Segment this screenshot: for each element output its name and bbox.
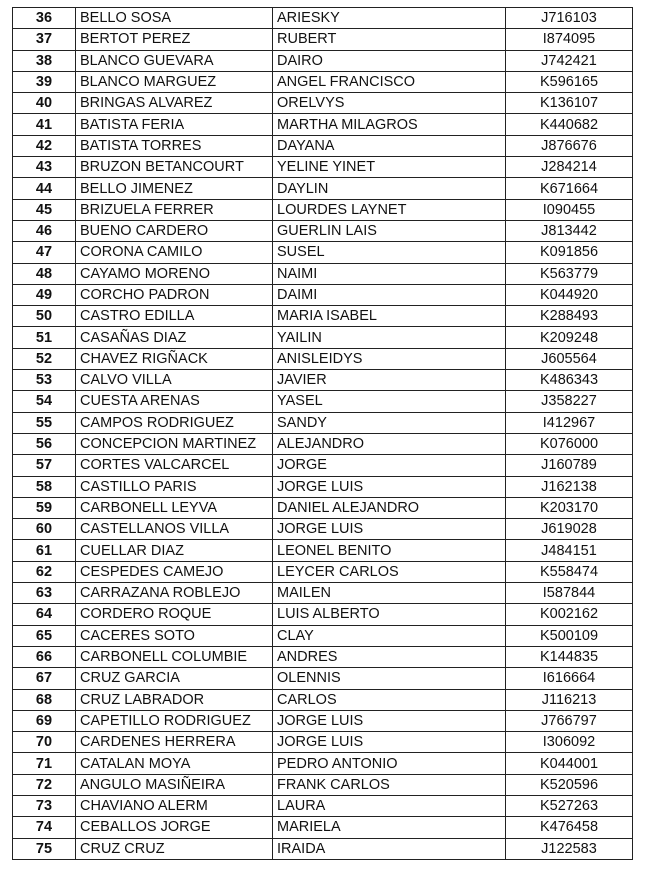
document-id-cell: K209248 — [506, 327, 633, 348]
row-number-cell: 61 — [13, 540, 76, 561]
table-row — [13, 753, 633, 774]
table-row — [13, 795, 633, 816]
document-id-cell: K520596 — [506, 774, 633, 795]
document-id-cell: I587844 — [506, 583, 633, 604]
table-row — [13, 157, 633, 178]
roster-table-body — [13, 8, 633, 860]
document-id-cell: K288493 — [506, 306, 633, 327]
surname-cell: BUENO CARDERO — [76, 220, 273, 241]
surname-cell: CHAVEZ RIGÑACK — [76, 348, 273, 369]
document-id-cell: K476458 — [506, 817, 633, 838]
table-row — [13, 476, 633, 497]
surname-cell: CRUZ GARCIA — [76, 668, 273, 689]
table-row — [13, 29, 633, 50]
surname-cell: CONCEPCION MARTINEZ — [76, 433, 273, 454]
document-id-cell: J605564 — [506, 348, 633, 369]
document-id-cell: J716103 — [506, 8, 633, 29]
given-name-cell: CLAY — [273, 625, 506, 646]
document-id-cell: J122583 — [506, 838, 633, 859]
row-number-cell: 69 — [13, 710, 76, 731]
given-name-cell: DAYLIN — [273, 178, 506, 199]
row-number-cell: 73 — [13, 795, 76, 816]
row-number-cell: 58 — [13, 476, 76, 497]
given-name-cell: JORGE LUIS — [273, 732, 506, 753]
row-number-cell: 36 — [13, 8, 76, 29]
surname-cell: CAYAMO MORENO — [76, 263, 273, 284]
given-name-cell: JORGE — [273, 455, 506, 476]
row-number-cell: 40 — [13, 93, 76, 114]
table-row — [13, 306, 633, 327]
given-name-cell: JAVIER — [273, 370, 506, 391]
surname-cell: CAMPOS RODRIGUEZ — [76, 412, 273, 433]
surname-cell: CESPEDES CAMEJO — [76, 561, 273, 582]
surname-cell: CHAVIANO ALERM — [76, 795, 273, 816]
document-id-cell: K440682 — [506, 114, 633, 135]
surname-cell: CATALAN MOYA — [76, 753, 273, 774]
given-name-cell: CARLOS — [273, 689, 506, 710]
surname-cell: BATISTA TORRES — [76, 135, 273, 156]
table-row — [13, 817, 633, 838]
row-number-cell: 63 — [13, 583, 76, 604]
surname-cell: BELLO JIMENEZ — [76, 178, 273, 199]
row-number-cell: 75 — [13, 838, 76, 859]
given-name-cell: SUSEL — [273, 242, 506, 263]
given-name-cell: MARIA ISABEL — [273, 306, 506, 327]
row-number-cell: 46 — [13, 220, 76, 241]
table-row — [13, 583, 633, 604]
document-id-cell: J876676 — [506, 135, 633, 156]
row-number-cell: 59 — [13, 497, 76, 518]
table-row — [13, 263, 633, 284]
given-name-cell: IRAIDA — [273, 838, 506, 859]
given-name-cell: MARTHA MILAGROS — [273, 114, 506, 135]
roster-table — [12, 7, 633, 860]
document-id-cell: K002162 — [506, 604, 633, 625]
document-id-cell: I306092 — [506, 732, 633, 753]
document-id-cell: K500109 — [506, 625, 633, 646]
surname-cell: BELLO SOSA — [76, 8, 273, 29]
table-row — [13, 370, 633, 391]
given-name-cell: LAURA — [273, 795, 506, 816]
document-id-cell: J766797 — [506, 710, 633, 731]
surname-cell: CEBALLOS JORGE — [76, 817, 273, 838]
document-id-cell: I090455 — [506, 199, 633, 220]
table-row — [13, 497, 633, 518]
surname-cell: CARBONELL COLUMBIE — [76, 646, 273, 667]
given-name-cell: ALEJANDRO — [273, 433, 506, 454]
table-row — [13, 50, 633, 71]
document-id-cell: K144835 — [506, 646, 633, 667]
row-number-cell: 57 — [13, 455, 76, 476]
given-name-cell: NAIMI — [273, 263, 506, 284]
given-name-cell: FRANK CARLOS — [273, 774, 506, 795]
table-row — [13, 220, 633, 241]
surname-cell: CARDENES HERRERA — [76, 732, 273, 753]
document-id-cell: I616664 — [506, 668, 633, 689]
document-id-cell: K558474 — [506, 561, 633, 582]
row-number-cell: 44 — [13, 178, 76, 199]
document-id-cell: K596165 — [506, 71, 633, 92]
table-row — [13, 348, 633, 369]
given-name-cell: JORGE LUIS — [273, 519, 506, 540]
table-row — [13, 327, 633, 348]
surname-cell: ANGULO MASIÑEIRA — [76, 774, 273, 795]
surname-cell: CORTES VALCARCEL — [76, 455, 273, 476]
table-row — [13, 412, 633, 433]
surname-cell: CARRAZANA ROBLEJO — [76, 583, 273, 604]
surname-cell: BRIZUELA FERRER — [76, 199, 273, 220]
document-id-cell: K136107 — [506, 93, 633, 114]
given-name-cell: MAILEN — [273, 583, 506, 604]
document-id-cell: K044001 — [506, 753, 633, 774]
document-id-cell: J484151 — [506, 540, 633, 561]
document-id-cell: I874095 — [506, 29, 633, 50]
document-id-cell: J162138 — [506, 476, 633, 497]
row-number-cell: 62 — [13, 561, 76, 582]
row-number-cell: 53 — [13, 370, 76, 391]
given-name-cell: MARIELA — [273, 817, 506, 838]
given-name-cell: ORELVYS — [273, 93, 506, 114]
document-id-cell: J116213 — [506, 689, 633, 710]
given-name-cell: PEDRO ANTONIO — [273, 753, 506, 774]
surname-cell: CARBONELL LEYVA — [76, 497, 273, 518]
table-row — [13, 433, 633, 454]
surname-cell: BATISTA FERIA — [76, 114, 273, 135]
document-id-cell: K203170 — [506, 497, 633, 518]
table-row — [13, 135, 633, 156]
document-id-cell: J742421 — [506, 50, 633, 71]
table-row — [13, 178, 633, 199]
given-name-cell: ARIESKY — [273, 8, 506, 29]
row-number-cell: 43 — [13, 157, 76, 178]
table-row — [13, 540, 633, 561]
document-id-cell: K076000 — [506, 433, 633, 454]
table-row — [13, 284, 633, 305]
given-name-cell: OLENNIS — [273, 668, 506, 689]
table-row — [13, 71, 633, 92]
surname-cell: CASTILLO PARIS — [76, 476, 273, 497]
given-name-cell: LOURDES LAYNET — [273, 199, 506, 220]
given-name-cell: RUBERT — [273, 29, 506, 50]
surname-cell: CAPETILLO RODRIGUEZ — [76, 710, 273, 731]
surname-cell: BRINGAS ALVAREZ — [76, 93, 273, 114]
given-name-cell: GUERLIN LAIS — [273, 220, 506, 241]
table-row — [13, 774, 633, 795]
table-row — [13, 689, 633, 710]
table-row — [13, 199, 633, 220]
row-number-cell: 74 — [13, 817, 76, 838]
row-number-cell: 38 — [13, 50, 76, 71]
row-number-cell: 45 — [13, 199, 76, 220]
given-name-cell: LEONEL BENITO — [273, 540, 506, 561]
surname-cell: CACERES SOTO — [76, 625, 273, 646]
row-number-cell: 72 — [13, 774, 76, 795]
surname-cell: CUESTA ARENAS — [76, 391, 273, 412]
given-name-cell: LEYCER CARLOS — [273, 561, 506, 582]
row-number-cell: 56 — [13, 433, 76, 454]
table-row — [13, 8, 633, 29]
document-id-cell: K563779 — [506, 263, 633, 284]
given-name-cell: DAIMI — [273, 284, 506, 305]
surname-cell: BRUZON BETANCOURT — [76, 157, 273, 178]
row-number-cell: 39 — [13, 71, 76, 92]
row-number-cell: 55 — [13, 412, 76, 433]
table-row — [13, 668, 633, 689]
surname-cell: CORCHO PADRON — [76, 284, 273, 305]
table-row — [13, 391, 633, 412]
given-name-cell: ANDRES — [273, 646, 506, 667]
row-number-cell: 42 — [13, 135, 76, 156]
surname-cell: CUELLAR DIAZ — [76, 540, 273, 561]
surname-cell: BLANCO GUEVARA — [76, 50, 273, 71]
given-name-cell: DAYANA — [273, 135, 506, 156]
row-number-cell: 70 — [13, 732, 76, 753]
given-name-cell: YELINE YINET — [273, 157, 506, 178]
row-number-cell: 67 — [13, 668, 76, 689]
row-number-cell: 66 — [13, 646, 76, 667]
row-number-cell: 52 — [13, 348, 76, 369]
row-number-cell: 48 — [13, 263, 76, 284]
roster-sheet — [12, 7, 633, 860]
given-name-cell: DAIRO — [273, 50, 506, 71]
document-id-cell: K671664 — [506, 178, 633, 199]
table-row — [13, 114, 633, 135]
table-row — [13, 519, 633, 540]
document-id-cell: J160789 — [506, 455, 633, 476]
document-id-cell: J813442 — [506, 220, 633, 241]
given-name-cell: LUIS ALBERTO — [273, 604, 506, 625]
surname-cell: CASTRO EDILLA — [76, 306, 273, 327]
document-id-cell: K044920 — [506, 284, 633, 305]
surname-cell: CASAÑAS DIAZ — [76, 327, 273, 348]
surname-cell: CORDERO ROQUE — [76, 604, 273, 625]
table-row — [13, 646, 633, 667]
document-id-cell: K486343 — [506, 370, 633, 391]
table-row — [13, 93, 633, 114]
surname-cell: CRUZ CRUZ — [76, 838, 273, 859]
table-row — [13, 710, 633, 731]
document-id-cell: K091856 — [506, 242, 633, 263]
given-name-cell: JORGE LUIS — [273, 710, 506, 731]
document-id-cell: J619028 — [506, 519, 633, 540]
table-row — [13, 561, 633, 582]
table-row — [13, 604, 633, 625]
row-number-cell: 54 — [13, 391, 76, 412]
given-name-cell: YAILIN — [273, 327, 506, 348]
surname-cell: CASTELLANOS VILLA — [76, 519, 273, 540]
given-name-cell: YASEL — [273, 391, 506, 412]
given-name-cell: DANIEL ALEJANDRO — [273, 497, 506, 518]
row-number-cell: 60 — [13, 519, 76, 540]
table-row — [13, 838, 633, 859]
given-name-cell: JORGE LUIS — [273, 476, 506, 497]
document-id-cell: J358227 — [506, 391, 633, 412]
surname-cell: CRUZ LABRADOR — [76, 689, 273, 710]
table-row — [13, 732, 633, 753]
row-number-cell: 65 — [13, 625, 76, 646]
row-number-cell: 68 — [13, 689, 76, 710]
surname-cell: BLANCO MARGUEZ — [76, 71, 273, 92]
row-number-cell: 47 — [13, 242, 76, 263]
document-id-cell: K527263 — [506, 795, 633, 816]
document-id-cell: J284214 — [506, 157, 633, 178]
surname-cell: CORONA CAMILO — [76, 242, 273, 263]
table-row — [13, 625, 633, 646]
given-name-cell: ANGEL FRANCISCO — [273, 71, 506, 92]
given-name-cell: SANDY — [273, 412, 506, 433]
row-number-cell: 49 — [13, 284, 76, 305]
row-number-cell: 41 — [13, 114, 76, 135]
table-row — [13, 455, 633, 476]
row-number-cell: 64 — [13, 604, 76, 625]
given-name-cell: ANISLEIDYS — [273, 348, 506, 369]
surname-cell: CALVO VILLA — [76, 370, 273, 391]
document-id-cell: I412967 — [506, 412, 633, 433]
row-number-cell: 37 — [13, 29, 76, 50]
row-number-cell: 51 — [13, 327, 76, 348]
row-number-cell: 71 — [13, 753, 76, 774]
table-row — [13, 242, 633, 263]
row-number-cell: 50 — [13, 306, 76, 327]
surname-cell: BERTOT PEREZ — [76, 29, 273, 50]
